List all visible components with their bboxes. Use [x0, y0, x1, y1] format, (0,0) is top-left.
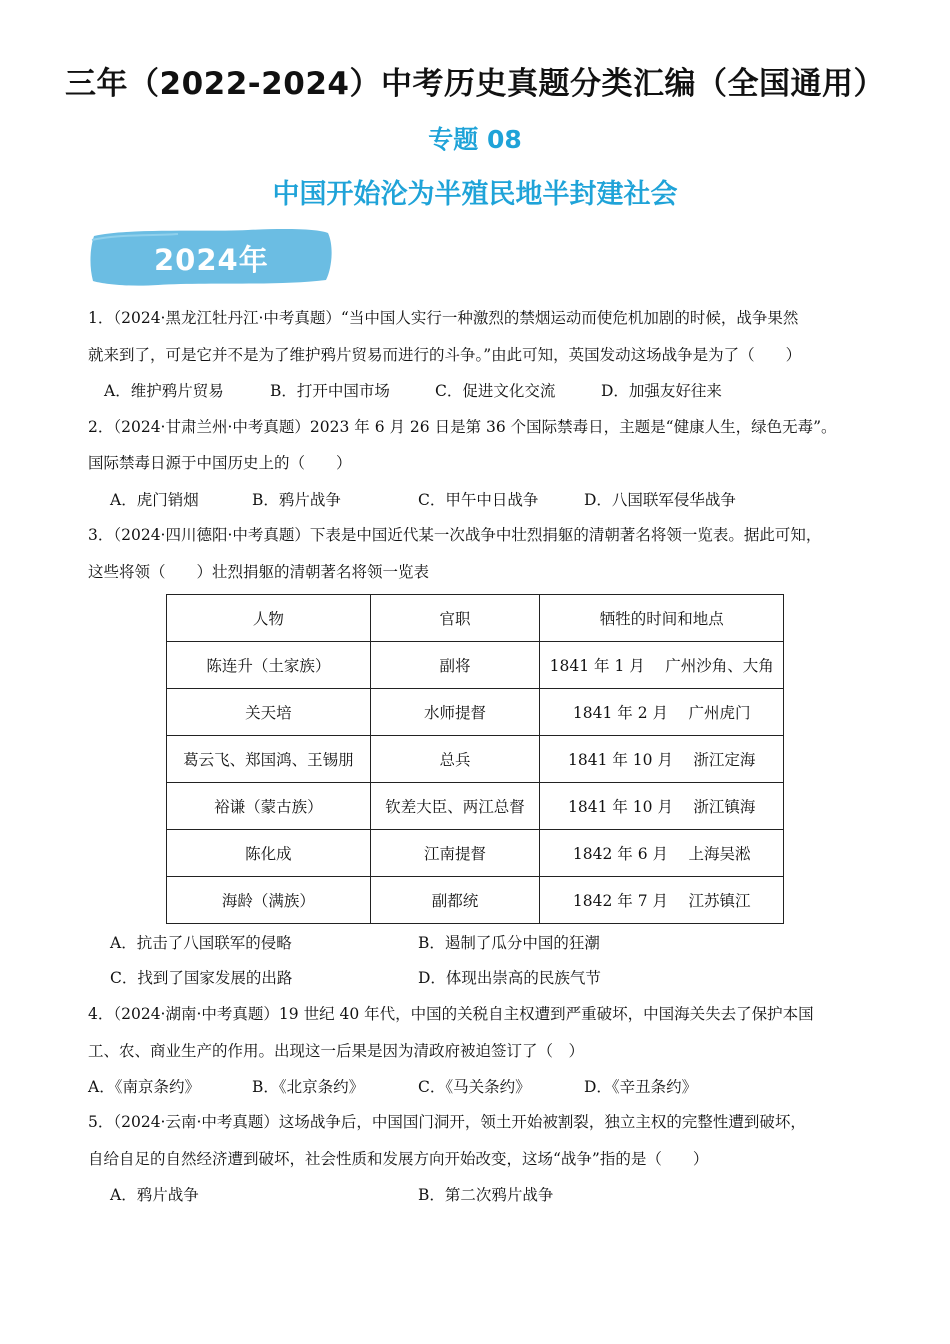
- table-row: [167, 689, 784, 736]
- question-5-line-1: 5．（2024·云南·中考真题）这场战争后，中国国门洞开，领土开始被割裂，独立主权的完整性遭到破坏，: [88, 1113, 806, 1131]
- question-4-line-1: 4．（2024·湖南·中考真题）19 世纪 40 年代，中国的关税自主权遭到严重破坏，中国海关失去了保护本国: [88, 1005, 814, 1023]
- q3-option-c[interactable]: C．找到了国家发展的出路: [110, 969, 293, 987]
- table-header-row: [167, 595, 784, 642]
- document-title: 三年（2022-2024）中考历史真题分类汇编（全国通用）: [65, 66, 885, 102]
- q3-option-a[interactable]: A．抗击了八国联军的侵略: [110, 934, 292, 952]
- q4-option-d[interactable]: D．《辛丑条约》: [584, 1078, 698, 1096]
- q5-option-a[interactable]: A．鸦片战争: [110, 1186, 199, 1204]
- table-row: [167, 783, 784, 830]
- table-header-cell: 牺牲的时间和地点: [540, 595, 784, 642]
- table-cell: 1841 年 2 月 广州虎门: [540, 689, 784, 736]
- question-2-line-2: 国际禁毒日源于中国历史上的（ ）: [88, 454, 352, 472]
- q1-option-d[interactable]: D．加强友好往来: [601, 382, 722, 400]
- topic-number: 专题 08: [428, 125, 522, 154]
- question-1-line-2: 就来到了，可是它并不是为了维护鸦片贸易而进行的斗争。”由此可知，英国发动这场战争是为了（ ）: [88, 346, 802, 364]
- table-cell: 副将: [370, 642, 540, 689]
- topic-title: 中国开始沦为半殖民地半封建社会: [272, 179, 678, 210]
- question-3-line-1: 3．（2024·四川德阳·中考真题）下表是中国近代某一次战争中壮烈捐躯的清朝著名将领一览表。据此可知，: [88, 526, 822, 544]
- table-cell: 1841 年 10 月 浙江镇海: [540, 783, 784, 830]
- table-header-cell: 人物: [167, 595, 371, 642]
- q1-option-b[interactable]: B．打开中国市场: [270, 382, 390, 400]
- table-cell: 关天培: [167, 689, 371, 736]
- q1-option-a[interactable]: A．维护鸦片贸易: [104, 382, 224, 400]
- year-banner: [88, 226, 334, 288]
- q4-option-a[interactable]: A．《南京条约》: [88, 1078, 200, 1096]
- q1-option-c[interactable]: C．促进文化交流: [435, 382, 556, 400]
- q2-option-b[interactable]: B．鸦片战争: [252, 491, 341, 509]
- table-cell: 陈连升（土家族）: [167, 642, 371, 689]
- table-header-cell: 官职: [370, 595, 540, 642]
- table-cell: 陈化成: [167, 830, 371, 877]
- table-cell: 海龄（满族）: [167, 877, 371, 924]
- question-2-line-1: 2．（2024·甘肃兰州·中考真题）2023 年 6 月 26 日是第 36 个国际禁毒日，主题是“健康人生，绿色无毒”。: [88, 418, 837, 436]
- year-tag: 2024年: [154, 243, 269, 277]
- q4-option-b[interactable]: B．《北京条约》: [252, 1078, 365, 1096]
- table-row: [167, 642, 784, 689]
- question-4-line-2: 工、农、商业生产的作用。出现这一后果是因为清政府被迫签订了（ ）: [88, 1042, 585, 1060]
- q2-option-a[interactable]: A．虎门销烟: [110, 491, 199, 509]
- table-cell: 钦差大臣、两江总督: [370, 783, 540, 830]
- table-cell: 1842 年 6 月 上海吴淞: [540, 830, 784, 877]
- table-cell: 总兵: [370, 736, 540, 783]
- generals-table: [166, 594, 784, 924]
- q3-option-d[interactable]: D．体现出崇高的民族气节: [418, 969, 601, 987]
- table-cell: 江南提督: [370, 830, 540, 877]
- table-row: [167, 830, 784, 877]
- q4-option-c[interactable]: C．《马关条约》: [418, 1078, 531, 1096]
- q5-option-b[interactable]: B．第二次鸦片战争: [418, 1186, 554, 1204]
- table-cell: 葛云飞、郑国鸿、王锡朋: [167, 736, 371, 783]
- table-cell: 副都统: [370, 877, 540, 924]
- table-cell: 1841 年 10 月 浙江定海: [540, 736, 784, 783]
- table-cell: 1842 年 7 月 江苏镇江: [540, 877, 784, 924]
- table-row: [167, 877, 784, 924]
- table-row: [167, 736, 784, 783]
- question-3-line-2: 这些将领（ ）壮烈捐躯的清朝著名将领一览表: [88, 563, 430, 581]
- q2-option-c[interactable]: C．甲午中日战争: [418, 491, 539, 509]
- table-cell: 裕谦（蒙古族）: [167, 783, 371, 830]
- q2-option-d[interactable]: D．八国联军侵华战争: [584, 491, 736, 509]
- question-5-line-2: 自给自足的自然经济遭到破坏，社会性质和发展方向开始改变，这场“战争”指的是（ ）: [88, 1150, 709, 1168]
- question-1-line-1: 1．（2024·黑龙江牡丹江·中考真题）“当中国人实行一种激烈的禁烟运动而使危机加剧的时候，战争果然: [88, 309, 799, 327]
- q3-option-b[interactable]: B．遏制了瓜分中国的狂潮: [418, 934, 600, 952]
- table-cell: 1841 年 1 月 广州沙角、大角: [540, 642, 784, 689]
- table-cell: 水师提督: [370, 689, 540, 736]
